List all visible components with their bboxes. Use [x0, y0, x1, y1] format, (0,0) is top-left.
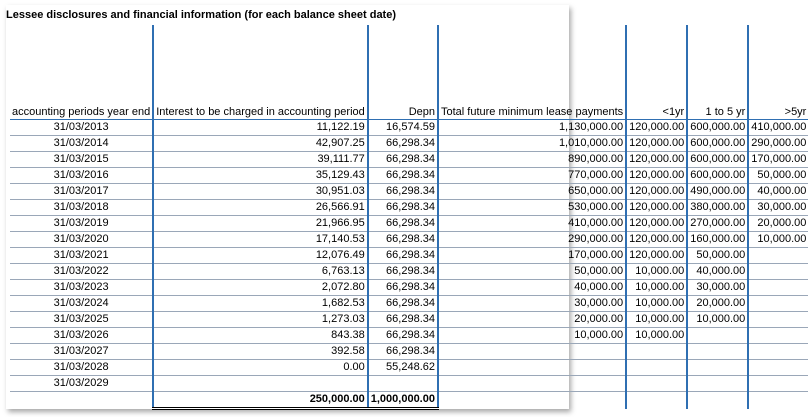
cell-interest[interactable]: 1,682.53	[153, 296, 368, 312]
cell-interest[interactable]: 42,907.25	[153, 136, 368, 152]
cell-total-payments[interactable]: 170,000.00	[438, 248, 626, 264]
total-1to5yr[interactable]	[687, 392, 748, 409]
cell-1to5yr[interactable]	[687, 360, 748, 376]
table-row	[10, 296, 808, 312]
cell-interest[interactable]: 843.38	[153, 328, 368, 344]
header-1to5yr[interactable]: 1 to 5 yr	[687, 25, 748, 120]
table-row	[10, 264, 808, 280]
cell-1to5yr[interactable]: 270,000.00	[687, 216, 748, 232]
cell-total-payments[interactable]: 1,130,000.00	[438, 120, 626, 136]
cell-total-payments[interactable]: 30,000.00	[438, 296, 626, 312]
total-depn[interactable]: 1,000,000.00	[368, 392, 438, 409]
header-gt5yr[interactable]: >5yr	[748, 25, 808, 120]
cell-gt5yr[interactable]: 20,000.00	[748, 216, 808, 232]
cell-period[interactable]: 31/03/2027	[10, 344, 153, 360]
cell-gt5yr[interactable]	[748, 328, 808, 344]
table-row	[10, 312, 808, 328]
cell-depn[interactable]: 66,298.34	[368, 248, 438, 264]
cell-total-payments[interactable]: 1,010,000.00	[438, 136, 626, 152]
totals-row	[10, 392, 808, 409]
cell-lt1yr[interactable]: 120,000.00	[626, 152, 687, 168]
cell-depn[interactable]: 55,248.62	[368, 360, 438, 376]
cell-total-payments[interactable]	[438, 360, 626, 376]
cell-total-payments[interactable]: 20,000.00	[438, 312, 626, 328]
cell-1to5yr[interactable]: 160,000.00	[687, 232, 748, 248]
cell-gt5yr[interactable]: 10,000.00	[748, 232, 808, 248]
table-row	[10, 216, 808, 232]
cell-period[interactable]: 31/03/2016	[10, 168, 153, 184]
cell-period[interactable]: 31/03/2025	[10, 312, 153, 328]
cell-total-payments[interactable]: 890,000.00	[438, 152, 626, 168]
cell-interest[interactable]: 2,072.80	[153, 280, 368, 296]
cell-depn[interactable]: 66,298.34	[368, 200, 438, 216]
cell-total-payments[interactable]	[438, 344, 626, 360]
cell-depn[interactable]: 66,298.34	[368, 136, 438, 152]
cell-period[interactable]: 31/03/2018	[10, 200, 153, 216]
header-lt1yr[interactable]: <1yr	[626, 25, 687, 120]
cell-period[interactable]: 31/03/2028	[10, 360, 153, 376]
cell-lt1yr[interactable]: 10,000.00	[626, 264, 687, 280]
cell-lt1yr[interactable]: 120,000.00	[626, 200, 687, 216]
cell-1to5yr[interactable]: 30,000.00	[687, 280, 748, 296]
cell-gt5yr[interactable]: 50,000.00	[748, 168, 808, 184]
cell-1to5yr[interactable]: 40,000.00	[687, 264, 748, 280]
cell-1to5yr[interactable]	[687, 344, 748, 360]
total-period[interactable]	[10, 392, 153, 409]
cell-interest[interactable]	[153, 376, 368, 392]
cell-interest[interactable]: 30,951.03	[153, 184, 368, 200]
cell-depn[interactable]: 66,298.34	[368, 232, 438, 248]
table-row	[10, 152, 808, 168]
total-interest[interactable]: 250,000.00	[153, 392, 368, 409]
sheet-title: Lessee disclosures and financial information (for each balance sheet date)	[6, 9, 397, 21]
header-depn[interactable]: Depn	[368, 25, 438, 120]
cell-depn[interactable]: 66,298.34	[368, 312, 438, 328]
cell-1to5yr[interactable]: 20,000.00	[687, 296, 748, 312]
cell-lt1yr[interactable]: 10,000.00	[626, 328, 687, 344]
cell-1to5yr[interactable]: 600,000.00	[687, 152, 748, 168]
table-row	[10, 184, 808, 200]
cell-interest[interactable]: 35,129.43	[153, 168, 368, 184]
total-lt1yr[interactable]	[626, 392, 687, 409]
cell-lt1yr[interactable]	[626, 360, 687, 376]
cell-gt5yr[interactable]	[748, 264, 808, 280]
cell-gt5yr[interactable]	[748, 296, 808, 312]
cell-1to5yr[interactable]	[687, 376, 748, 392]
header-period[interactable]: accounting periods year end	[10, 25, 153, 120]
cell-lt1yr[interactable]	[626, 344, 687, 360]
cell-depn[interactable]: 16,574.59	[368, 120, 438, 136]
cell-gt5yr[interactable]: 40,000.00	[748, 184, 808, 200]
cell-1to5yr[interactable]: 10,000.00	[687, 312, 748, 328]
cell-lt1yr[interactable]: 120,000.00	[626, 120, 687, 136]
table-row	[10, 200, 808, 216]
cell-total-payments[interactable]: 410,000.00	[438, 216, 626, 232]
cell-lt1yr[interactable]: 10,000.00	[626, 280, 687, 296]
table-row	[10, 232, 808, 248]
cell-period[interactable]: 31/03/2017	[10, 184, 153, 200]
cell-gt5yr[interactable]: 410,000.00	[748, 120, 808, 136]
cell-lt1yr[interactable]: 120,000.00	[626, 216, 687, 232]
cell-1to5yr[interactable]: 600,000.00	[687, 168, 748, 184]
cell-period[interactable]: 31/03/2013	[10, 120, 153, 136]
cell-depn[interactable]: 66,298.34	[368, 184, 438, 200]
header-total-payments[interactable]: Total future minimum lease payments	[438, 25, 626, 120]
cell-interest[interactable]: 12,076.49	[153, 248, 368, 264]
cell-period[interactable]: 31/03/2019	[10, 216, 153, 232]
cell-interest[interactable]: 392.58	[153, 344, 368, 360]
cell-total-payments[interactable]: 530,000.00	[438, 200, 626, 216]
table-row	[10, 344, 808, 360]
cell-gt5yr[interactable]: 30,000.00	[748, 200, 808, 216]
cell-interest[interactable]: 26,566.91	[153, 200, 368, 216]
cell-depn[interactable]: 66,298.34	[368, 280, 438, 296]
table-row	[10, 136, 808, 152]
cell-depn[interactable]: 66,298.34	[368, 344, 438, 360]
cell-period[interactable]: 31/03/2014	[10, 136, 153, 152]
cell-interest[interactable]: 11,122.19	[153, 120, 368, 136]
cell-lt1yr[interactable]: 120,000.00	[626, 168, 687, 184]
table-row	[10, 248, 808, 264]
cell-depn[interactable]: 66,298.34	[368, 152, 438, 168]
table-row	[10, 328, 808, 344]
cell-period[interactable]: 31/03/2023	[10, 280, 153, 296]
cell-lt1yr[interactable]: 10,000.00	[626, 296, 687, 312]
cell-depn[interactable]: 66,298.34	[368, 264, 438, 280]
cell-lt1yr[interactable]: 120,000.00	[626, 184, 687, 200]
cell-period[interactable]: 31/03/2020	[10, 232, 153, 248]
cell-interest[interactable]: 17,140.53	[153, 232, 368, 248]
cell-period[interactable]: 31/03/2015	[10, 152, 153, 168]
cell-total-payments[interactable]: 10,000.00	[438, 328, 626, 344]
cell-total-payments[interactable]: 770,000.00	[438, 168, 626, 184]
cell-gt5yr[interactable]	[748, 376, 808, 392]
cell-lt1yr[interactable]: 10,000.00	[626, 312, 687, 328]
cell-depn[interactable]: 66,298.34	[368, 168, 438, 184]
cell-lt1yr[interactable]: 120,000.00	[626, 248, 687, 264]
cell-interest[interactable]: 21,966.95	[153, 216, 368, 232]
cell-interest[interactable]: 0.00	[153, 360, 368, 376]
cell-total-payments[interactable]: 50,000.00	[438, 264, 626, 280]
header-row	[10, 25, 808, 120]
total-total-payments[interactable]	[438, 392, 626, 409]
cell-1to5yr[interactable]: 600,000.00	[687, 136, 748, 152]
cell-1to5yr[interactable]	[687, 328, 748, 344]
cell-period[interactable]: 31/03/2026	[10, 328, 153, 344]
cell-total-payments[interactable]: 40,000.00	[438, 280, 626, 296]
cell-gt5yr[interactable]	[748, 248, 808, 264]
cell-period[interactable]: 31/03/2029	[10, 376, 153, 392]
cell-1to5yr[interactable]: 600,000.00	[687, 120, 748, 136]
cell-1to5yr[interactable]: 50,000.00	[687, 248, 748, 264]
table-row	[10, 120, 808, 136]
cell-depn[interactable]: 66,298.34	[368, 328, 438, 344]
cell-gt5yr[interactable]	[748, 344, 808, 360]
cell-1to5yr[interactable]: 380,000.00	[687, 200, 748, 216]
cell-period[interactable]: 31/03/2022	[10, 264, 153, 280]
cell-interest[interactable]: 6,763.13	[153, 264, 368, 280]
cell-lt1yr[interactable]	[626, 376, 687, 392]
table-row	[10, 168, 808, 184]
cell-depn[interactable]: 66,298.34	[368, 216, 438, 232]
cell-interest[interactable]: 1,273.03	[153, 312, 368, 328]
cell-total-payments[interactable]: 650,000.00	[438, 184, 626, 200]
total-gt5yr[interactable]	[748, 392, 808, 409]
cell-depn[interactable]: 66,298.34	[368, 296, 438, 312]
cell-gt5yr[interactable]: 170,000.00	[748, 152, 808, 168]
lease-table	[10, 25, 808, 410]
table-row	[10, 376, 808, 392]
header-interest[interactable]: Interest to be charged in accounting period	[153, 25, 368, 120]
cell-gt5yr[interactable]	[748, 280, 808, 296]
cell-gt5yr[interactable]	[748, 360, 808, 376]
table-row	[10, 280, 808, 296]
cell-depn[interactable]	[368, 376, 438, 392]
table-row	[10, 360, 808, 376]
cell-period[interactable]: 31/03/2021	[10, 248, 153, 264]
cell-lt1yr[interactable]: 120,000.00	[626, 232, 687, 248]
cell-period[interactable]: 31/03/2024	[10, 296, 153, 312]
cell-lt1yr[interactable]: 120,000.00	[626, 136, 687, 152]
spreadsheet-area	[6, 5, 807, 409]
cell-gt5yr[interactable]: 290,000.00	[748, 136, 808, 152]
cell-total-payments[interactable]	[438, 376, 626, 392]
cell-1to5yr[interactable]: 490,000.00	[687, 184, 748, 200]
cell-gt5yr[interactable]	[748, 312, 808, 328]
cell-total-payments[interactable]: 290,000.00	[438, 232, 626, 248]
cell-interest[interactable]: 39,111.77	[153, 152, 368, 168]
